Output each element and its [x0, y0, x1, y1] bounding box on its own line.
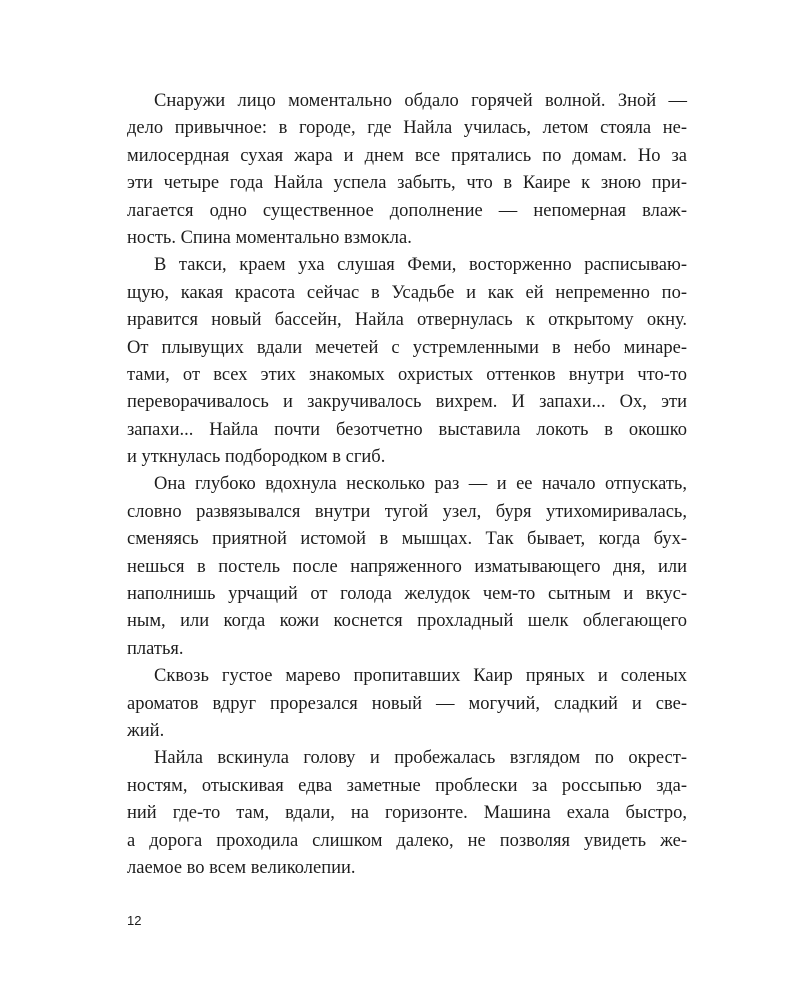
text-line: наполнишь урчащий от голода желудок чем-то сытным и вкус- [127, 584, 687, 605]
text-line: ароматов вдруг прорезался новый — могучий, сладкий и све- [127, 693, 687, 714]
text-line: ний где-то там, вдали, на горизонте. Машина ехала быстро, [127, 803, 687, 824]
text-line: сменяясь приятной истомой в мышцах. Так бывает, когда бух- [127, 529, 687, 550]
text-line: В такси, краем уха слушая Феми, восторженно расписываю- [154, 255, 687, 276]
text-line: щую, какая красота сейчас в Усадьбе и как ей непременно по- [127, 282, 687, 303]
text-line: милосердная сухая жара и днем все прятались по домам. Но за [127, 145, 687, 166]
text-line: Сквозь густое марево пропитавших Каир пряных и соленых [154, 666, 687, 687]
text-line: нравится новый бассейн, Найла отвернулась к открытому окну. [127, 310, 687, 331]
text-line: и уткнулась подбородком в сгиб. [127, 447, 386, 468]
text-line: Найла вскинула голову и пробежалась взглядом по окрест- [154, 748, 687, 769]
text-line: платья. [127, 638, 184, 659]
text-line: а дорога проходила слишком далеко, не позволяя увидеть же- [127, 830, 687, 851]
text-line: переворачивалось и закручивалось вихрем. И запахи... Ох, эти [127, 392, 687, 413]
text-line: лагается одно существенное дополнение — непомерная влаж- [127, 200, 687, 221]
text-line: ность. Спина моментально взмокла. [127, 227, 412, 248]
text-line: Она глубоко вдохнула несколько раз — и ее начало отпускать, [154, 474, 687, 495]
text-line: дело привычное: в городе, где Найла училась, летом стояла не- [127, 118, 687, 139]
text-line: ным, или когда кожи коснется прохладный шелк облегающего [127, 611, 687, 632]
text-line: запахи... Найла почти безотчетно выставила локоть в окошко [127, 419, 687, 440]
text-line: От плывущих вдали мечетей с устремленными в небо минаре- [127, 337, 687, 358]
text-line: ностям, отыскивая едва заметные проблески за россыпью зда- [127, 775, 687, 796]
text-line: Снаружи лицо моментально обдало горячей волной. Зной — [154, 91, 687, 111]
text-line: тами, от всех этих знакомых охристых оттенков внутри что-то [127, 364, 687, 385]
text-line: жий. [127, 720, 165, 741]
text-line: эти четыре года Найла успела забыть, что в Каире к зною при- [127, 173, 687, 194]
text-line: лаемое во всем великолепии. [127, 857, 356, 878]
page-number: 12 [127, 913, 142, 928]
text-line: словно развязывался внутри тугой узел, буря утихомиривалась, [127, 501, 687, 522]
text-line: нешься в постель после напряженного изматывающего дня, или [127, 556, 687, 577]
body-text [127, 88, 687, 882]
